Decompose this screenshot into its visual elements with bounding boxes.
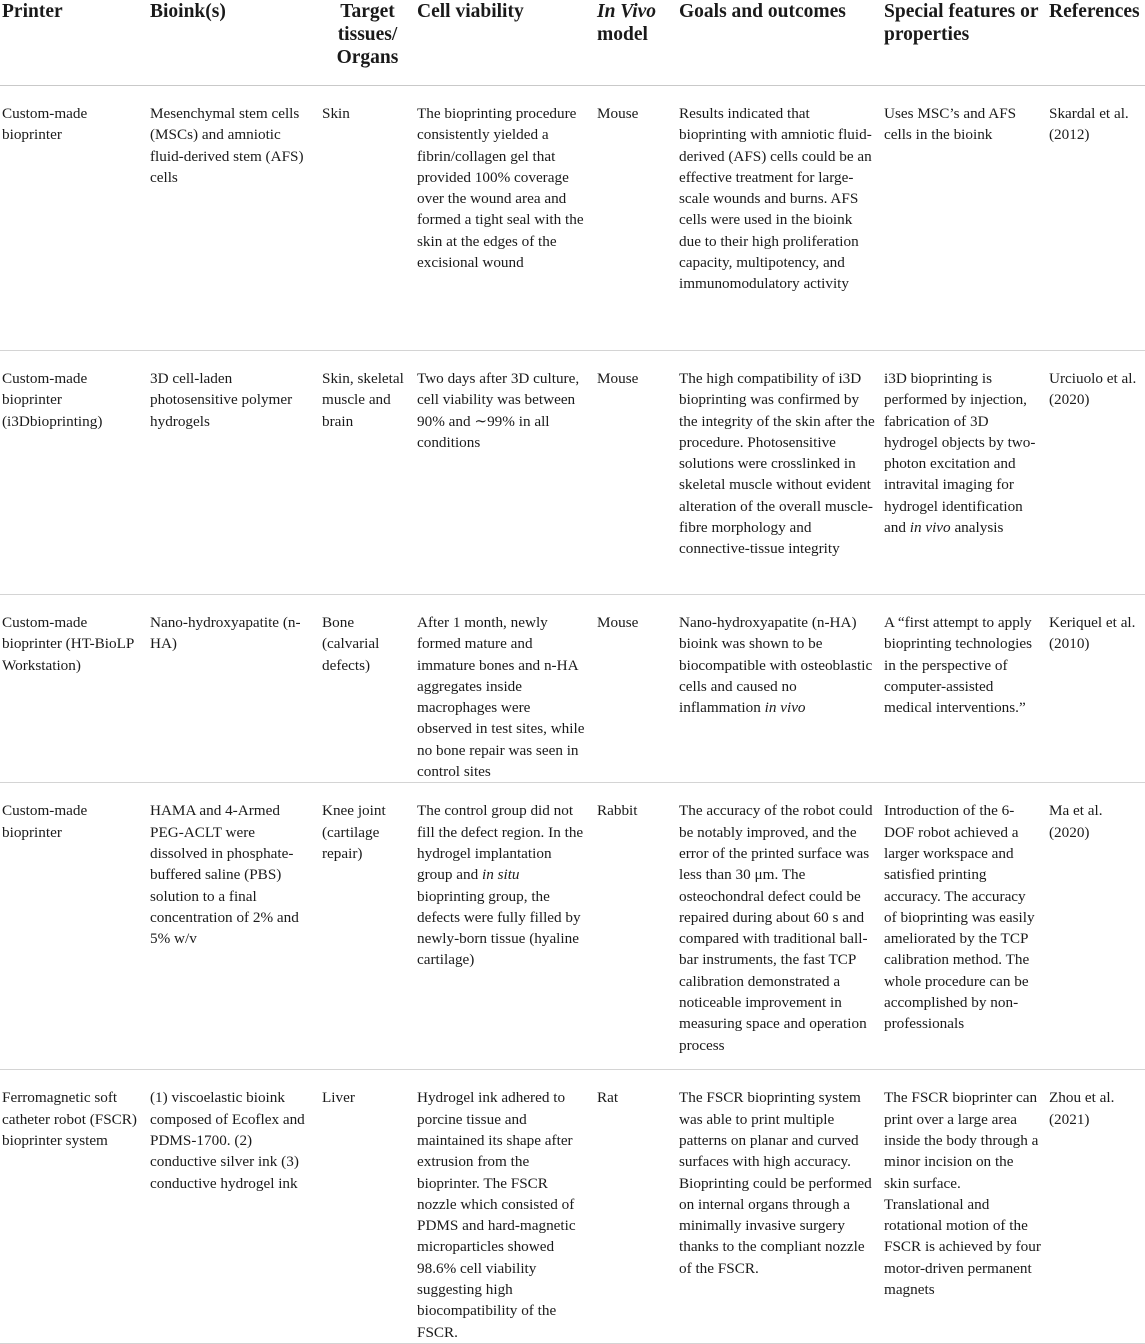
- cell-printer: Custom-made bioprinter (i3Dbioprinting): [0, 351, 148, 595]
- reference-name: Skardal et al.: [1049, 105, 1129, 122]
- cell-goals: [677, 595, 882, 783]
- cell-bioink: HAMA and 4-Armed PEG-ACLT were dissolved in phosphate-buffered saline (PBS) solution to a final concentration of 2% and 5% w/v: [148, 783, 320, 1070]
- cell-viability: The bioprinting procedure consistently yielded a fibrin/collagen gel that provided 100% coverage over the wound area and formed a tight seal with the skin at the edges of the excisional wound: [415, 86, 595, 351]
- cell-goals: Results indicated that bioprinting with amniotic fluid-derived (AFS) cells could be an effective treatment for large-scale wounds and burns. AFS cells were used in the bioink due to their high proliferation capacity, multipotency, and immunomodulatory activity: [677, 86, 882, 351]
- cell-reference: [1047, 783, 1145, 1070]
- table-row: [0, 1070, 1145, 1344]
- cell-printer: Custom-made bioprinter (HT-BioLP Workstation): [0, 595, 148, 783]
- cell-model: Mouse: [595, 351, 677, 595]
- header-target-tissues: Target tissues/ Organs: [320, 0, 415, 86]
- cell-reference: [1047, 1070, 1145, 1344]
- cell-target: Knee joint (cartilage repair): [320, 783, 415, 1070]
- goals-italic: in vivo: [764, 699, 806, 717]
- header-cell-viability: Cell viability: [415, 0, 595, 86]
- cell-model: Mouse: [595, 86, 677, 351]
- cell-special: Uses MSC’s and AFS cells in the bioink: [882, 86, 1047, 351]
- reference-name: Ma et al.: [1049, 802, 1103, 820]
- table-header: [0, 0, 1145, 86]
- reference-name: Urciuolo et al.: [1049, 370, 1137, 387]
- header-model-word: model: [597, 24, 648, 45]
- cell-special: Introduction of the 6-DOF robot achieved a larger workspace and satisfied printing accuracy. The accuracy of bioprinting was easily ameliorated by the TCP calibration method. The whole procedure can be accomplished by non-professionals: [882, 783, 1047, 1070]
- cell-target: Liver: [320, 1070, 415, 1344]
- reference-year: (2010): [1049, 635, 1090, 653]
- reference-year: (2021): [1049, 1110, 1090, 1128]
- table-row: [0, 86, 1145, 351]
- cell-bioink: (1) viscoelastic bioink composed of Ecoflex and PDMS-1700. (2) conductive silver ink (3) conductive hydrogel ink: [148, 1070, 320, 1344]
- reference-year: (2012): [1049, 126, 1090, 144]
- cell-goals: The high compatibility of i3D bioprinting was confirmed by the integrity of the skin after the procedure. Photosensitive solutions were crosslinked in skeletal muscle without evident alteration of the overall muscle-fibre morphology and connective-tissue integrity: [677, 351, 882, 595]
- cell-model: Mouse: [595, 595, 677, 783]
- table-row: [0, 351, 1145, 595]
- cell-model: Rabbit: [595, 783, 677, 1070]
- header-bioinks: Bioink(s): [148, 0, 320, 86]
- header-goals-outcomes: Goals and outcomes: [677, 0, 882, 86]
- reference-name: Keriquel et al.: [1049, 614, 1136, 631]
- cell-target: Skin: [320, 86, 415, 351]
- cell-viability: Hydrogel ink adhered to porcine tissue and maintained its shape after extrusion from the bioprinter. The FSCR nozzle which consisted of PDMS and hard-magnetic microparticles showed 98.6% cell viability suggesting high biocompatibility of the FSCR.: [415, 1070, 595, 1344]
- cell-special: [882, 351, 1047, 595]
- header-references: References: [1047, 0, 1145, 86]
- special-text-end: analysis: [950, 519, 1004, 537]
- cell-bioink: Mesenchymal stem cells (MSCs) and amniotic fluid-derived stem (AFS) cells: [148, 86, 320, 351]
- cell-viability: [415, 783, 595, 1070]
- viability-italic: in situ: [481, 866, 520, 884]
- cell-reference: [1047, 351, 1145, 595]
- reference-year: (2020): [1049, 823, 1090, 841]
- special-italic: in vivo: [909, 519, 951, 537]
- viability-text-end: bioprinting group, the defects were fully filled by newly-born tissue (hyaline cartilage): [417, 887, 581, 969]
- cell-viability: After 1 month, newly formed mature and immature bones and n-HA aggregates inside macrophages were observed in test sites, while no bone repair was seen in control sites: [415, 595, 595, 783]
- special-text: i3D bioprinting is performed by injection, fabrication of 3D hydrogel objects by two-photon excitation and intravital imaging for hydrogel identification and: [884, 370, 1036, 537]
- header-in-vivo-model: [595, 0, 677, 86]
- cell-special: A “first attempt to apply bioprinting technologies in the perspective of computer-assisted medical interventions.”: [882, 595, 1047, 783]
- header-row: [0, 0, 1145, 86]
- table-row: [0, 783, 1145, 1070]
- cell-target: Skin, skeletal muscle and brain: [320, 351, 415, 595]
- cell-goals: The accuracy of the robot could be notably improved, and the error of the printed surface was less than 30 μm. The osteochondral defect could be repaired during about 60 s and compared with traditional ball-bar instruments, the fast TCP calibration demonstrated a noticeable improvement in measuring space and operation process: [677, 783, 882, 1070]
- cell-printer: Custom-made bioprinter: [0, 86, 148, 351]
- cell-model: Rat: [595, 1070, 677, 1344]
- header-in-vivo-italic: In Vivo: [597, 1, 657, 22]
- cell-reference: [1047, 595, 1145, 783]
- cell-special: The FSCR bioprinter can print over a large area inside the body through a minor incision on the skin surface. Translational and rotational motion of the FSCR is achieved by four motor-driven permanent magnets: [882, 1070, 1047, 1344]
- table-body: [0, 86, 1145, 1344]
- cell-printer: Custom-made bioprinter: [0, 783, 148, 1070]
- header-printer: Printer: [0, 0, 148, 86]
- cell-printer: Ferromagnetic soft catheter robot (FSCR) bioprinter system: [0, 1070, 148, 1344]
- cell-reference: [1047, 86, 1145, 351]
- goals-text: Nano-hydroxyapatite (n-HA) bioink was shown to be biocompatible with osteoblastic cells and caused no inflammation: [679, 614, 873, 717]
- reference-name: Zhou et al.: [1049, 1089, 1115, 1107]
- viability-text: The control group did not fill the defect region. In the hydrogel implantation group and: [417, 802, 584, 884]
- reference-year: (2020): [1049, 391, 1090, 409]
- cell-bioink: 3D cell-laden photosensitive polymer hydrogels: [148, 351, 320, 595]
- cell-viability: Two days after 3D culture, cell viability was between 90% and ∼99% in all conditions: [415, 351, 595, 595]
- cell-goals: The FSCR bioprinting system was able to print multiple patterns on planar and curved surfaces with high accuracy. Bioprinting could be performed on internal organs through a minimally invasive surgery thanks to the compliant nozzle of the FSCR.: [677, 1070, 882, 1344]
- cell-bioink: Nano-hydroxyapatite (n-HA): [148, 595, 320, 783]
- header-special-features: Special features or properties: [882, 0, 1047, 86]
- table-row: [0, 595, 1145, 783]
- cell-target: Bone (calvarial defects): [320, 595, 415, 783]
